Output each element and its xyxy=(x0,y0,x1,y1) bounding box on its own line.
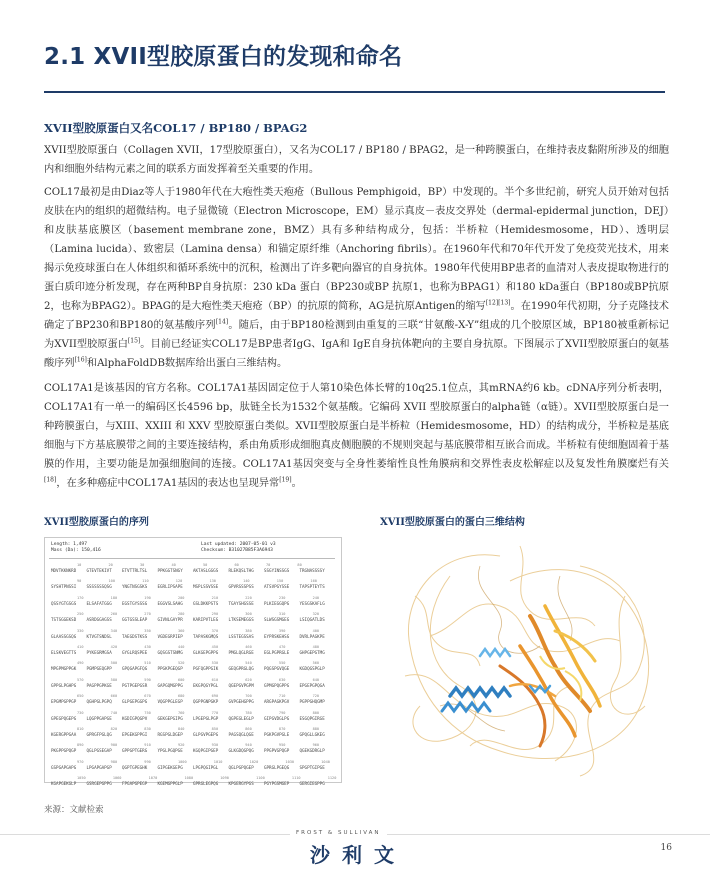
sequence-block: PPKGGTSNGY xyxy=(157,568,183,573)
paragraph-discovery: COL17最初是由Diaz等人于1980年代在大疱性类天疱疮（Bullous Pemphigoid，BP）中发现的。半个多世纪前，研究人员开始对包括皮肤在内的组织的超微结构。电子显微镜（Electron Microscope，EM）显示真皮－表皮交界处（dermal-epidermal junction，DEJ）和皮肤基底膜区（basement membrane zone，BMZ）具有多种结构成分，包括：半桥粒（Hemidesmosome，HD）、透明层（Lamina lucida）、致密层（Lamina densa）和锚定原纤维（Anchoring fibrils）。在1960年代和70年代开发了免疫荧光技术，用来揭示免疫球蛋白在人体组织和循环系统中的沉积，检测出了许多靶向器官的自身抗体。1980年代使用BP患者的血清对人表皮提取物进行的蛋白质印迹分析发现，存在两种BP自身抗原：230 kDa 蛋白（BP230或BP 抗原1，也称为BPAG1）和180 kDa蛋白（BP180或BP抗原2，也称为BPAG2）。BPAG的是大疱性类天疱疮（BP）的抗原的简称，AG是抗原Antigen的缩写[12][13]。在1990年代初期，分子克隆技术确定了BP230和BP180的氨基酸序列[14]。随后，由于BP180检测到由重复的三联“甘氨酸-X-Y”组成的几个胶原区域，BP180被重新标记为XVII型胶原蛋白[15]。目前已经证实COL17是BP患者IgG、IgA和 IgE自身抗体靶向的主要自身抗原。下图展示了XVII型胶原蛋白的氨基酸序列[16]和AlphaFoldDB数据库给出蛋白三维结构。 xyxy=(44,187,669,369)
sequence-block: GIPGEKGEPG xyxy=(157,764,183,770)
sequence-block: QGLPGPQGEP xyxy=(228,764,254,770)
sequence-row-positions: 410 420 430 440 450 460 470 480 xyxy=(77,645,320,649)
sequence-block: EYPRSKEHSG xyxy=(264,633,290,639)
sequence-block: GLAASSGSQG xyxy=(51,633,77,639)
sequence-block: VGDEGRPIEP xyxy=(157,633,183,639)
sequence-block: GSRGEPGPPG xyxy=(86,781,112,787)
sequence-block: QGEKGDRGLP xyxy=(299,748,325,754)
sequence-block: GQSGSTSNMG xyxy=(157,650,183,655)
sequence-block: GERGIEGPPG xyxy=(299,781,325,787)
sequence-block: PGMPGEQGPP xyxy=(86,666,112,672)
paragraph-gene: COL17A1是该基因的官方名称。COL17A1基因固定位于人第10染色体长臂的10q25.1位点，其mRNA约6 kb。cDNA序列分析表明，COL17A1有一单一的编码区长4596 bp，肽链全长为1532个氨基酸。它编码 XVII 型胶原蛋白的alpha链（α链）。XVII型胶原蛋白是一种跨膜蛋白，与XIII、XXIII 和 XXV 型胶原蛋白类似。XVII型胶原蛋白是半桥粒（Hemidesmosome，HD）的结构成分，半桥粒是基底细胞与下方基底膜带之间的主要连接结构，系由角质形成细胞真皮侧胞膜的不规则突起与基底膜带相互嵌合而成。半桥粒有使细胞固着于基膜的作用，主要功能是加强细胞间的连接。COL17A1基因突变与全身性萎缩性良性角膜病和交界性表皮松解症以及复发性角膜糜烂有关[18]，在多种癌症中COL17A1基因的表达也呈现异常[19]。 xyxy=(44,383,669,489)
sequence-block: GLPGEPGGPG xyxy=(122,699,148,705)
sequence-checksum: Checksum: B31027B85F3A6943 xyxy=(201,548,273,553)
sequence-updated: Last updated: 2007-05-01 v3 xyxy=(201,542,276,547)
sequence-block: FPGAPGPEGP xyxy=(122,781,148,787)
sequence-block: QGEPGVPGPM xyxy=(228,682,254,688)
sequence-block: KGDQGSPGLP xyxy=(299,666,325,672)
sequence-block: ARGPAGKPGV xyxy=(264,699,290,705)
sequence-block: EPGEPGPQGA xyxy=(299,682,325,688)
sequence-header-divider xyxy=(49,558,335,559)
sequence-block: LPGEPGLPGP xyxy=(193,715,219,721)
sequence-row-positions: 570 580 590 600 610 620 630 640 xyxy=(77,677,320,682)
sequence-block: TAPASKGMQS xyxy=(193,633,219,639)
sequence-block: LPGAPGAPGP xyxy=(86,764,112,770)
sequence-block: EGRLIPSAPE xyxy=(157,584,183,590)
sequence-block: GAPGQMGPPG xyxy=(157,682,183,688)
sequence-block: YNGTNSGSKS xyxy=(122,584,148,590)
sequence-row-positions: 170 180 190 200 210 220 230 240 xyxy=(77,595,320,600)
sequence-block: ASRDGGAGSS xyxy=(86,617,112,623)
sequence-block: KGERGPPGAA xyxy=(51,732,77,737)
sequence-row-positions: 490 500 510 520 530 540 550 560 xyxy=(77,661,320,666)
sequence-block: QGLPGSEGAP xyxy=(86,748,112,754)
sequence-block: GIVNLGAYPR xyxy=(157,617,183,623)
protein-structure-image xyxy=(380,536,666,787)
sequence-block: MSPLSSVSSE xyxy=(193,584,219,590)
sequence-block: GTEVTEKIVT xyxy=(86,568,112,573)
sequence-block: GLKGEPGPPG xyxy=(193,650,219,655)
sequence-row-positions: 970 980 990 1000 1010 1020 1030 1040 xyxy=(77,759,330,764)
page-number: 16 xyxy=(660,843,672,853)
sequence-block: PYKEGRMGSA xyxy=(86,650,112,655)
sequence-block: GPRGLPGEQG xyxy=(264,764,290,770)
sequence-block: KGAPGEKGLP xyxy=(51,781,77,787)
sequence-block: GIPGVDGLPG xyxy=(264,715,290,721)
source-note: 来源：文献检索 xyxy=(44,805,104,815)
sequence-block: KPGERGYPGS xyxy=(228,781,254,787)
sequence-block: GGTGSSLEAP xyxy=(122,617,148,623)
sequence-block: QGPEGLEGLP xyxy=(228,715,254,721)
page-title: 2.1 XVII型胶原蛋白的发现和命名 xyxy=(44,44,403,70)
sequence-block: SLWSGSMGEG xyxy=(264,617,290,623)
sequence-block: QGHPGLPGPQ xyxy=(86,699,112,705)
sequence-block: PGPPGHQGMP xyxy=(299,699,325,705)
sequence-block: TRGNASSSSY xyxy=(299,568,325,573)
structure-figure-caption: XVII型胶原蛋白的蛋白三维结构 xyxy=(380,517,525,528)
brand-logo-en: FROST & SULLIVAN xyxy=(290,830,387,836)
sequence-block: QGPPGNPGKP xyxy=(193,699,219,705)
sequence-block: SSSSSSSQSG xyxy=(86,584,112,590)
sequence-block: GYGLRQSPEE xyxy=(122,650,148,655)
sequence-block: GPQGAPGFQG xyxy=(122,666,148,672)
sequence-block: TAPSPTEYTS xyxy=(299,584,325,590)
sequence-block: AKTASLGGGS xyxy=(193,568,219,573)
sequence-block: QSSYGTGSGS xyxy=(51,600,77,606)
sequence-block: EGSTGYSSSG xyxy=(122,600,148,606)
sequence-figure-caption: XVII型胶原蛋白的序列 xyxy=(44,517,149,528)
sequence-block: PGTPGEPGSR xyxy=(122,682,148,688)
sequence-block: LSSTEGSSAS xyxy=(228,633,254,639)
sequence-block: GLKGDQGPQG xyxy=(228,748,254,754)
sequence-block: PPGKPGEQGP xyxy=(157,666,183,672)
sequence-row-positions: 810 820 830 840 850 860 870 880 xyxy=(77,727,320,731)
sequence-block: TAEGDSTKSS xyxy=(122,633,148,639)
sequence-block: TGAYSHGSSE xyxy=(228,600,254,606)
sequence-block: GPQGLLGKEG xyxy=(299,732,325,737)
sequence-row-positions: 730 740 750 760 770 780 790 800 xyxy=(77,710,320,715)
sequence-block: GPRGLEGPQG xyxy=(193,781,219,787)
sequence-block: ELSAFATGGG xyxy=(86,600,112,606)
sequence-block: GPPGLPGHPG xyxy=(51,682,77,688)
sequence-block: ESGQPGIRGE xyxy=(299,715,325,721)
sequence-block: GPVRSSSPSS xyxy=(228,584,254,590)
sequence-row-positions: 1050 1060 1070 1080 1090 1100 1110 1120 xyxy=(77,776,337,781)
sequence-row-positions: 650 660 670 680 690 700 710 720 xyxy=(77,694,320,699)
sequence-block: PGFQGPPGIK xyxy=(193,666,219,672)
sequence-row-positions: 890 900 910 920 930 940 950 960 xyxy=(77,743,320,748)
sequence-block: KGEMGPPGLP xyxy=(157,781,183,787)
sequence-block: GPMGPQGPPG xyxy=(264,682,290,688)
sequence-block: QGPTGPEGHK xyxy=(122,764,148,770)
sequence-block: YPGLPGQPGE xyxy=(157,748,183,754)
sequence-block: LSIQGATLDS xyxy=(299,617,325,623)
sequence-block: GPRGFPGLQG xyxy=(86,732,112,737)
sequence-block: GSLDKKPSTS xyxy=(193,600,219,606)
sequence-row-positions: 250 260 270 280 290 300 310 320 xyxy=(77,612,320,617)
sequence-block: EPGMPGPPGP xyxy=(51,699,77,705)
sequence-block: YESGSKAFLG xyxy=(299,600,325,606)
sequence-block: DVRLPAGKPE xyxy=(299,633,325,639)
sequence-block: PAGSQGLQGE xyxy=(228,732,254,737)
sequence-block: GLPGVPGEPG xyxy=(193,732,219,737)
sequence-block: PLKIEGGQPG xyxy=(264,600,290,606)
sequence-block: RGSPGLDGEP xyxy=(157,732,183,737)
title-divider xyxy=(44,91,665,93)
sequence-block: EGGVSLSAHG xyxy=(157,600,183,606)
sequence-block: GPEGPQGEPG xyxy=(51,715,77,721)
sequence-length: Length: 1,497 xyxy=(51,542,87,547)
sequence-block: PQGSPGVQGE xyxy=(264,666,290,672)
sequence-block: LPGPQGIPGL xyxy=(193,764,219,770)
section-heading: XVII型胶原蛋白又名COL17 / BP180 / BPAG2 xyxy=(44,121,308,135)
sequence-block: PGKPGVPGLE xyxy=(264,732,290,737)
sequence-block: PGYPGSMGEP xyxy=(264,781,290,787)
sequence-block: LQGPPGAPGE xyxy=(86,715,112,721)
sequence-block: RLEKQSLTHG xyxy=(228,568,254,573)
sequence-mass: Mass (Da): 150,416 xyxy=(51,548,101,553)
sequence-block: GVPGEHGPPG xyxy=(228,699,254,705)
sequence-block: GEKGEPGIPG xyxy=(157,715,183,721)
sequence-block: ATSVPGYSSE xyxy=(264,584,290,590)
paragraph-intro: XVII型胶原蛋白（Collagen XVII，17型胶原蛋白），又名为COL17 / BP180 / BPAG2，是一种跨膜蛋白，在维持表皮黏附所涉及的细胞内和细胞外结构元素之间的联系方面发挥着至关重要的作用。 xyxy=(44,145,669,175)
sequence-block: PMGLQGLRGE xyxy=(228,650,254,655)
sequence-block: KARIPVTLEG xyxy=(193,617,219,623)
sequence-block: GSPGAPGAPG xyxy=(51,764,77,770)
sequence-block: SPGPTGIPGE xyxy=(299,764,325,770)
sequence-block: ELSKVEGTTS xyxy=(51,650,77,655)
sequence-row-positions: 330 340 350 360 370 380 390 400 xyxy=(77,628,320,633)
protein-structure-figure xyxy=(380,536,666,787)
sequence-block: KGDIGPQGPV xyxy=(122,715,148,721)
brand-logo-cn: 沙利文 xyxy=(310,843,406,867)
sequence-block: ETVTTRLTSL xyxy=(122,568,148,573)
sequence-block: LTKSEMEGGS xyxy=(228,617,254,623)
sequence-block: PPGPVGPQGP xyxy=(264,748,290,754)
sequence-block: MDVTKKNKRD xyxy=(51,568,77,573)
sequence-block: SSGYINSSGS xyxy=(264,568,290,573)
sequence-block: TSTSGGEKSD xyxy=(51,617,77,623)
sequence-block: GHPGEPGTMG xyxy=(299,650,325,655)
sequence-block: VQGPPGLEGP xyxy=(157,699,183,705)
sequence-block: KTVGTSNDSL xyxy=(86,633,112,639)
sequence-block: KGQPGIPGEP xyxy=(193,748,219,754)
sequence-block: GEQGPRGLQG xyxy=(228,666,254,672)
sequence-block: MPGPMGPPGK xyxy=(51,666,77,672)
sequence-row-positions: 10 20 30 40 50 60 70 80 xyxy=(77,563,302,567)
sequence-figure xyxy=(44,537,342,787)
sequence-block: PAGPPGPKGE xyxy=(86,682,112,688)
sequence-block: SYSHTPNSSI xyxy=(51,584,77,590)
sequence-block: EKGPQGYPGL xyxy=(193,682,219,688)
sequence-block: EPGEKGPPGI xyxy=(122,732,148,737)
sequence-block: GPPGPTGERG xyxy=(122,748,148,754)
sequence-row-positions: 90 100 110 120 130 140 150 160 xyxy=(77,579,317,584)
sequence-block: EGLPGPRGLE xyxy=(264,650,290,655)
sequence-block: PKGPPGPQGP xyxy=(51,748,77,754)
